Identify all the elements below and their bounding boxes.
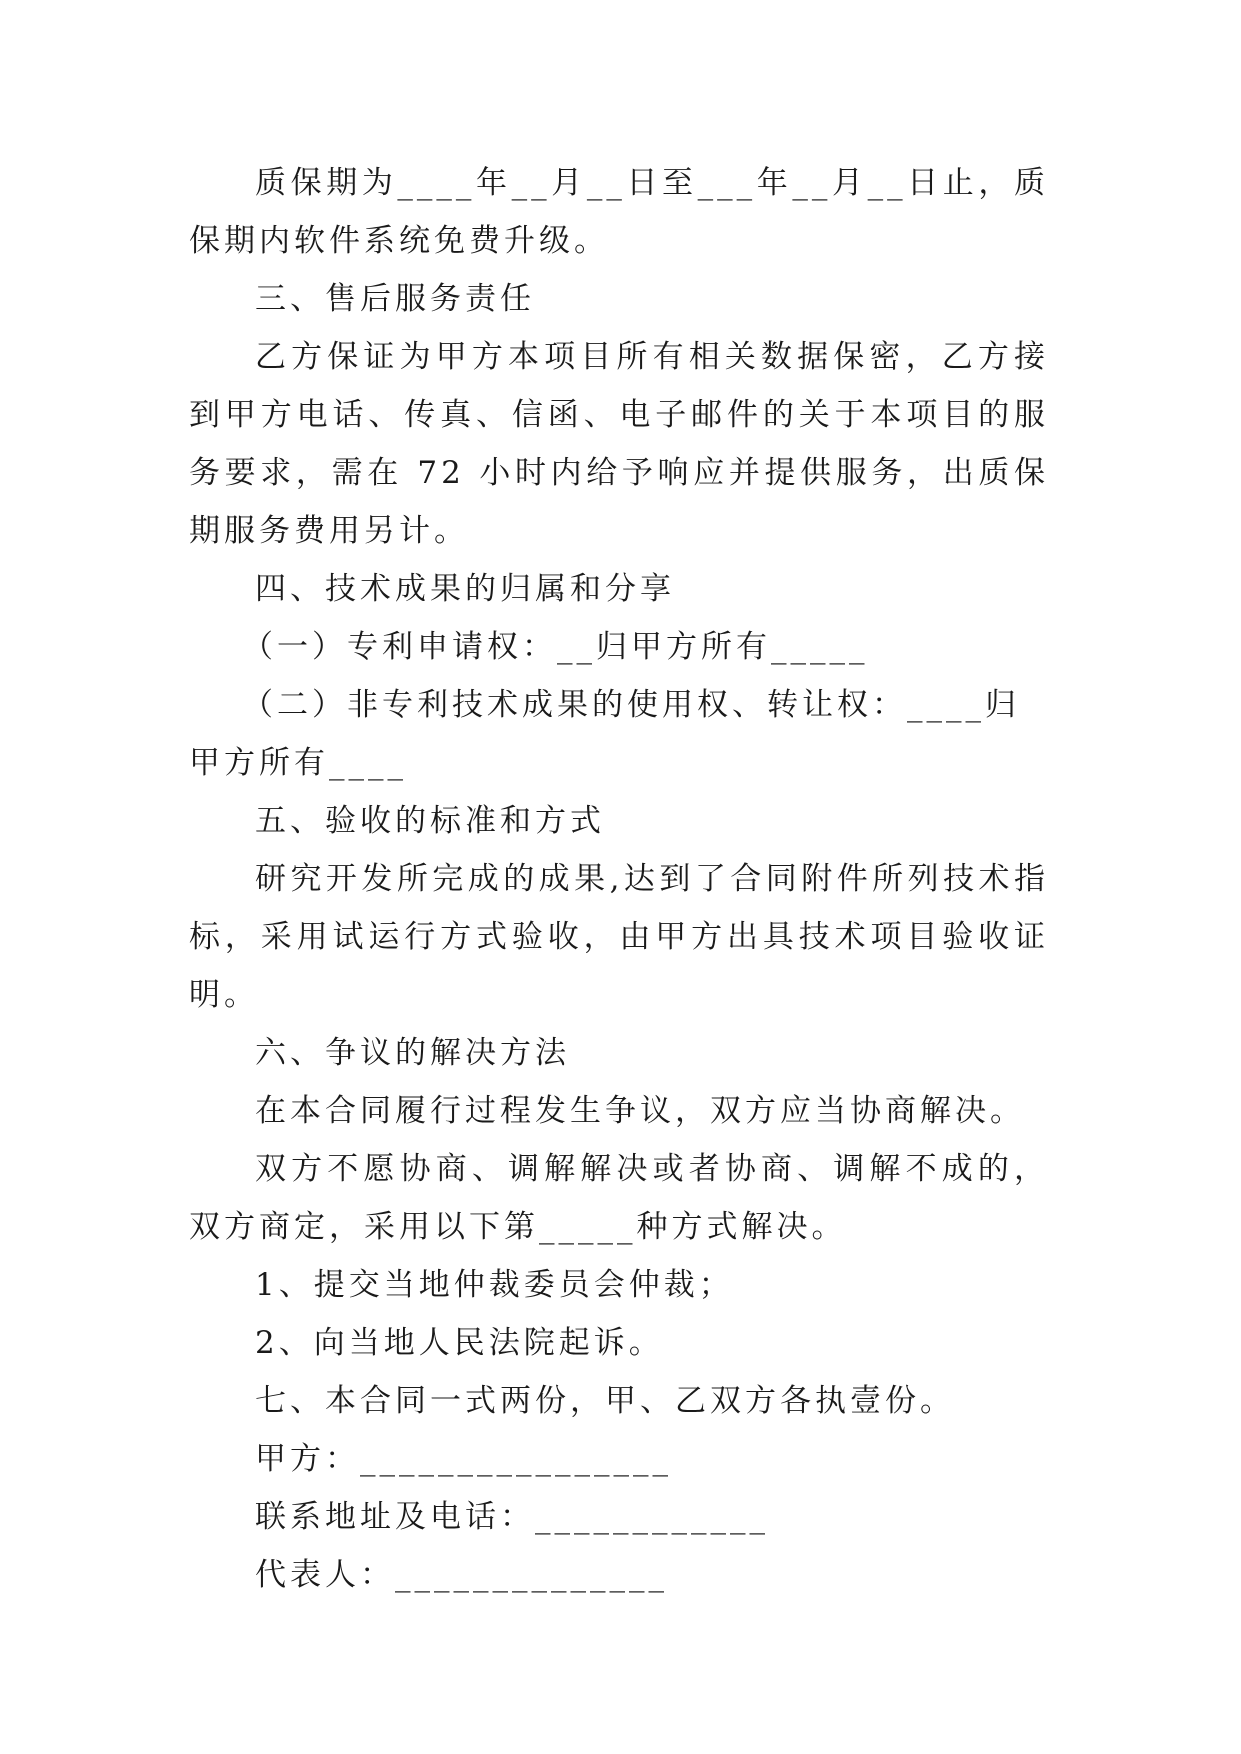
document-body bbox=[189, 154, 1049, 1604]
warranty-period-paragraph: 质保期为____年__月__日至___年__月__日止，质保期内软件系统免费升级。 bbox=[189, 165, 1049, 259]
section-copies: 七、本合同一式两份，甲、乙双方各执壹份。 bbox=[255, 1383, 955, 1419]
section-heading-acceptance: 五、验收的标准和方式 bbox=[255, 803, 605, 839]
patent-right-item: （一）专利申请权：__归甲方所有_____ bbox=[242, 629, 869, 665]
party-a-contact-line: 联系地址及电话：____________ bbox=[255, 1499, 769, 1535]
party-a-representative-line: 代表人：______________ bbox=[255, 1557, 668, 1593]
dispute-option-arbitration: 1、提交当地仲裁委员会仲裁； bbox=[255, 1267, 734, 1303]
section-heading-after-sales: 三、售后服务责任 bbox=[255, 281, 535, 317]
section-heading-dispute: 六、争议的解决方法 bbox=[255, 1035, 570, 1071]
dispute-paragraph-1: 在本合同履行过程发生争议，双方应当协商解决。 bbox=[255, 1093, 1025, 1129]
section-heading-ip-ownership: 四、技术成果的归属和分享 bbox=[255, 571, 675, 607]
acceptance-paragraph: 研究开发所完成的成果,达到了合同附件所列技术指标，采用试运行方式验收，由甲方出具技术项目验收证明。 bbox=[189, 861, 1049, 1013]
dispute-paragraph-2: 双方不愿协商、调解解决或者协商、调解不成的，双方商定，采用以下第_____种方式解决。 bbox=[189, 1151, 1049, 1245]
after-sales-paragraph: 乙方保证为甲方本项目所有相关数据保密，乙方接到甲方电话、传真、信函、电子邮件的关于本项目的服务要求，需在 72 小时内给予响应并提供服务，出质保期服务费用另计。 bbox=[189, 339, 1049, 549]
non-patent-right-item: （二）非专利技术成果的使用权、转让权：____归甲方所有____ bbox=[189, 687, 1020, 781]
dispute-option-court: 2、向当地人民法院起诉。 bbox=[255, 1325, 664, 1361]
party-a-line: 甲方：________________ bbox=[255, 1441, 672, 1477]
